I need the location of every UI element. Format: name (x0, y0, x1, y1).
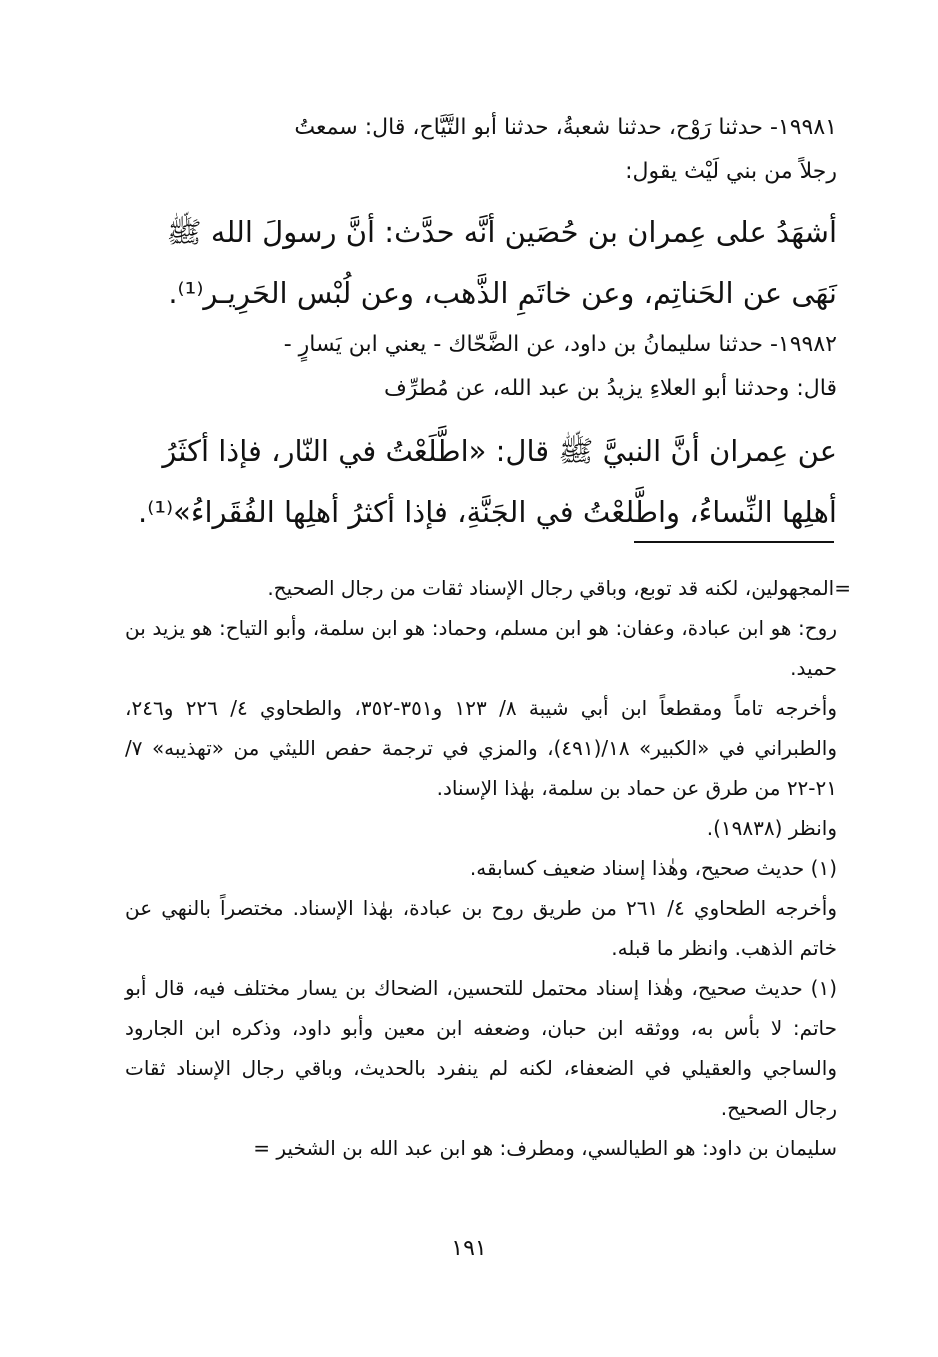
hadith-19982-isnad (125, 323, 837, 411)
matn-line: أهلِها النِّساءُ، واطَّلعْتُ في الجَنَّةِ، فإذا أكثرُ أهلِها الفُقَراءُ»⁽¹⁾. (138, 495, 837, 529)
page-number: ١٩١ (451, 1236, 487, 1261)
footnote-paragraph: وأخرجه تاماً ومقطعاً ابن أبي شيبة ٨/ ١٢٣ و٣٥١-٣٥٢، والطحاوي ٤/ ٢٢٦ و٢٤٦، والطبراني في «الكبير» ١٨/(٤٩١)، والمزي في ترجمة حفص الليثي من «تهذيبه» ٧/ ٢١-٢٢ من طرق عن حماد بن سلمة، بهٰذا الإسناد. (125, 696, 838, 800)
hadith-19981-matn (125, 202, 837, 324)
hadith-19981-isnad (125, 106, 837, 194)
matn-line: عن عِمران أنَّ النبيَّ ﷺ قال: «اطَّلَعْتُ في النّار، فإذا أكثَرُ (162, 434, 837, 468)
footnote-separator (634, 541, 834, 543)
footnote-paragraph: (١) حديث صحيح، وهٰذا إسناد محتمل للتحسين، الضحاك بن يسار مختلف فيه، قال أبو حاتم: لا بأس به، ووثقه ابن حبان، وضعفه ابن معين وأبو داود، وذكره ابن الجارود والساجي والعقيلي في الضعفاء، لكنه لم ينفرد بالحديث، وباقي رجال الإسناد ثقات رجال الصحيح. (125, 976, 837, 1120)
footnote-paragraph: وأخرجه الطحاوي ٤/ ٢٦١ من طريق روح بن عبادة، بهٰذا الإسناد. مختصراً بالنهي عن خاتم الذهب. وانظر ما قبله. (125, 896, 837, 960)
footnote-paragraph: وانظر (١٩٨٣٨). (706, 816, 837, 840)
footnote-paragraph: سليمان بن داود: هو الطيالسي، ومطرف: هو ابن عبد الله بن الشخير = (253, 1136, 837, 1160)
matn-line: نَهَى عن الحَناتِم، وعن خاتَمِ الذَّهب، وعن لُبْس الحَرِيـر⁽¹⁾. (168, 276, 837, 310)
matn-line: أشهَدُ على عِمران بن حُصَين أنَّه حدَّث: أنَّ رسولَ الله ﷺ (166, 215, 837, 249)
footnote-paragraph: (١) حديث صحيح، وهٰذا إسناد ضعيف كسابقه. (469, 856, 837, 880)
isnad-line: قال: وحدثنا أبو العلاءِ يزيدُ بن عبد الله، عن مُطرِّف (383, 376, 837, 401)
hadith-19982-matn (125, 421, 837, 543)
footnotes (125, 568, 851, 1168)
isnad-line: ١٩٩٨٢- حدثنا سليمانُ بن داود، عن الضَّحّاك - يعني ابن يَسارٍ - (283, 332, 837, 357)
footnote-paragraph: روح: هو ابن عبادة، وعفان: هو ابن مسلم، وحماد: هو ابن سلمة، وأبو التياح: هو يزيد بن حميد. (125, 616, 837, 680)
isnad-line: ١٩٩٨١- حدثنا رَوْح، حدثنا شعبةُ، حدثنا أبو التَّيَّاح، قال: سمعتُ (294, 115, 837, 140)
footnote-paragraph: =المجهولين، لكنه قد توبع، وباقي رجال الإسناد ثقات من رجال الصحيح. (267, 576, 851, 600)
isnad-line: رجلاً من بني لَيْث يقول: (625, 159, 837, 184)
